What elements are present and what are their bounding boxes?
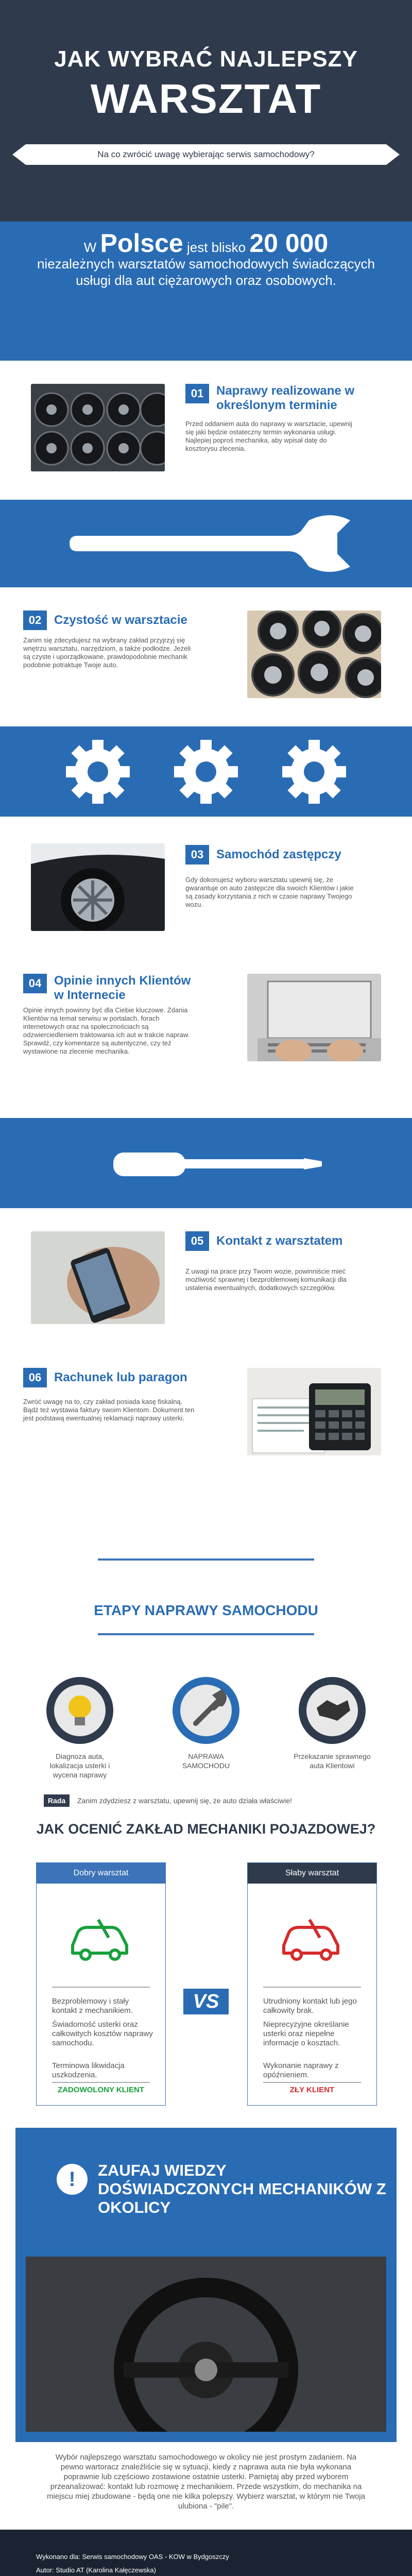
- exclamation-icon: !: [57, 2164, 88, 2195]
- vs-badge: VS: [183, 1989, 229, 2014]
- stats-prefix: W: [83, 240, 97, 255]
- stages-title: ETAPY NAPRAWY SAMOCHODU: [94, 1602, 318, 1618]
- gears-icon: [0, 726, 412, 817]
- divider: [263, 2082, 361, 2083]
- tires-photo: [247, 611, 381, 698]
- item-03: [0, 817, 412, 958]
- stage-caption: Przekazanie sprawnego auta Klientowi: [294, 1752, 371, 1770]
- item-description: Gdy dokonujesz wyboru warsztatu upewnij się, że gwarantuje on auto zastępcze dla swoich Klientów i jakie są zasady korzystania z nich w czasie naprawy Twojego wozu.: [185, 876, 354, 908]
- item-description: Opinie innych powinny być dla Ciebie kluczowe. Zdania Klientów na temat serwisu w portalach, forach internetowych oraz na społecznościach są odzwierciedleniem traktowania ich aut w trakcie napraw. Sprawdź, czy komentarze są autentyczne, czy też wystawione na zlecenie mechanika.: [23, 1006, 190, 1055]
- tip-badge: Rada: [44, 1794, 70, 1807]
- author: Autor: Studio AT (Karolina Kałęczewska): [36, 2566, 156, 2574]
- bad-point: Wykonanie naprawy z opóźnieniem.: [263, 2061, 339, 2079]
- item-description: Zwróć uwagę na to, czy zakład posiada kasę fiskalną. Bądź też wystawia faktury swoim Klientom. Dokument ten jest podstawą ewentualnej reklamacji naprawy usterki.: [23, 1398, 195, 1422]
- divider: [98, 1558, 314, 1561]
- item-number: 02: [23, 611, 47, 630]
- item-title: Rachunek lub paragon: [54, 1370, 187, 1384]
- item-title: Naprawy realizowane w określonym terminie: [216, 384, 355, 412]
- bad-point: Utrudniony kontakt lub jego całkowity brak.: [263, 1997, 357, 2015]
- wrench-icon: [0, 500, 412, 587]
- stats-country: Polsce: [100, 229, 183, 258]
- item-05: [0, 1208, 412, 1355]
- divider: [52, 1987, 150, 1988]
- item-title: Samochód zastępczy: [216, 848, 341, 861]
- good-point: Świadomość usterki oraz całkowitych kosztów naprawy samochodu.: [52, 2020, 153, 2047]
- handshake-icon: [299, 1677, 366, 1744]
- made-for: Wykonano dla: Serwis samochodowy OAS - KOW w Bydgoszczy: [36, 2553, 229, 2561]
- final-text: Wybór najlepszego warsztatu samochodowego w okolicy nie jest prostym zadaniem. Na pewno wartoracz znaleźliście się w sytuacji, kiedy z naprawa auta nie była wykonana poprawnie lub częściowo zostawione ostatnie usterki. Pamiętaj aby przed wyborem przeanalizować: kontakt lub rozmowę z mechanikiem. Przede wszystkim, do mechanika na miejscu miej zbudowane - będą one nie kilka polepszy. Wybierz warsztat, w którym nie Twoja ulubiona - "pile".: [47, 2453, 365, 2511]
- compare-question: JAK OCENIĆ ZAKŁAD MECHANIKI POJAZDOWEJ?: [36, 1821, 376, 1837]
- item-title: Opinie innych Klientów w Internecie: [54, 974, 191, 1002]
- final-section: [0, 2128, 412, 2530]
- gears-band: [0, 726, 412, 817]
- car-wheel-photo: [31, 843, 165, 931]
- item-description: Z uwagi na prace przy Twoim wozie, powinniście mieć możliwość sprawnej i bezproblemowej komunikacji dla ustalenia ewentualnych, dodatkowych szczegółów.: [185, 1267, 347, 1292]
- bad-caption: Słaby warsztat: [248, 1863, 376, 1884]
- car-wrench-icon: [67, 1914, 134, 1961]
- title-line-1: JAK WYBRAĆ NAJLEPSZY: [54, 46, 358, 72]
- stage-caption: Diagnoza auta, lokalizacja usterki i wycena naprawy: [49, 1752, 110, 1779]
- calculator-photo: [247, 1368, 381, 1455]
- screwdriver-icon: [0, 1118, 412, 1208]
- item-description: Zanim się zdecydujesz na wybrany zakład przyjrzyj się wnętrzu warsztatu, narzędziom, a także podłodze. Jeżeli są czyste i uporządkowane, prawdopodobnie mechanik podobnie potraktuje Twoje auto.: [23, 636, 191, 669]
- wrench-icon: [173, 1677, 239, 1744]
- item-01: [0, 361, 412, 500]
- bad-verdict: ZŁY KLIENT: [289, 2086, 335, 2094]
- divider: [52, 2082, 150, 2083]
- bad-point: Nieprecyzyjne określanie usterki oraz niepełne informacje o kosztach.: [263, 2020, 349, 2047]
- stage-caption: NAPRAWA SAMOCHODU: [182, 1752, 230, 1770]
- title-line-2: WARSZTAT: [90, 76, 322, 122]
- item-number: 06: [23, 1368, 47, 1387]
- laptop-photo: [247, 974, 381, 1061]
- item-description: Przed oddaniem auta do naprawy w warsztacie, upewnij się jaki będzie ostateczny termin wykonania usługi. Najlepiej poproś mechanika, aby wpisał datę do kosztorysu zlecenia.: [185, 420, 352, 452]
- item-number: 04: [23, 974, 47, 993]
- wrench-band: [0, 500, 412, 587]
- item-02: [0, 587, 412, 726]
- repair-stages: [0, 1510, 412, 1814]
- stats-band: [0, 222, 412, 361]
- bulb-icon: [46, 1677, 113, 1744]
- bad-card: [247, 1862, 377, 2106]
- item-number: 05: [185, 1231, 209, 1251]
- divider: [98, 1633, 314, 1635]
- footer: [0, 2530, 412, 2576]
- final-title: ZAUFAJ WIEDZY DOŚWIADCZONYCH MECHANIKÓW Z OKOLICY: [98, 2161, 386, 2216]
- stats-rest: niezależnych warsztatów samochodowych świadczących usługi dla aut ciężarowych oraz osobowych.: [37, 256, 375, 288]
- stats-text: [31, 229, 381, 289]
- compare-section: [0, 1814, 412, 2128]
- item-title: Czystość w warsztacie: [54, 613, 187, 627]
- item-04: [0, 958, 412, 1118]
- subtitle-ribbon: Na co zwrócić uwagę wybierając serwis samochodowy?: [26, 144, 386, 165]
- stats-mid: jest blisko: [186, 240, 246, 255]
- good-point: Terminowa likwidacja uszkodzenia.: [52, 2061, 125, 2079]
- item-number: 01: [185, 384, 209, 403]
- divider: [263, 1987, 361, 1988]
- tire-rack-photo: [31, 384, 165, 471]
- good-caption: Dobry warsztat: [37, 1863, 165, 1884]
- car-wrench-icon: [279, 1914, 346, 1961]
- item-title: Kontakt z warsztatem: [216, 1234, 343, 1248]
- item-number: 03: [185, 845, 209, 865]
- tip-text: Zanim zdydziesz z warsztatu, upewnij się, że auto działa właściwie!: [77, 1797, 293, 1805]
- item-06: [0, 1355, 412, 1510]
- stats-number: 20 000: [249, 229, 329, 258]
- good-point: Bezproblemowy i stały kontakt z mechanikiem.: [52, 1997, 133, 2015]
- final-box: [15, 2128, 397, 2442]
- good-card: [36, 1862, 166, 2106]
- good-verdict: ZADOWOLONY KLIENT: [57, 2086, 145, 2094]
- footer-credits: [36, 2550, 229, 2576]
- phone-photo: [31, 1231, 165, 1324]
- header: [0, 0, 412, 222]
- steering-wheel-photo: [26, 2257, 386, 2432]
- screwdriver-band: [0, 1118, 412, 1208]
